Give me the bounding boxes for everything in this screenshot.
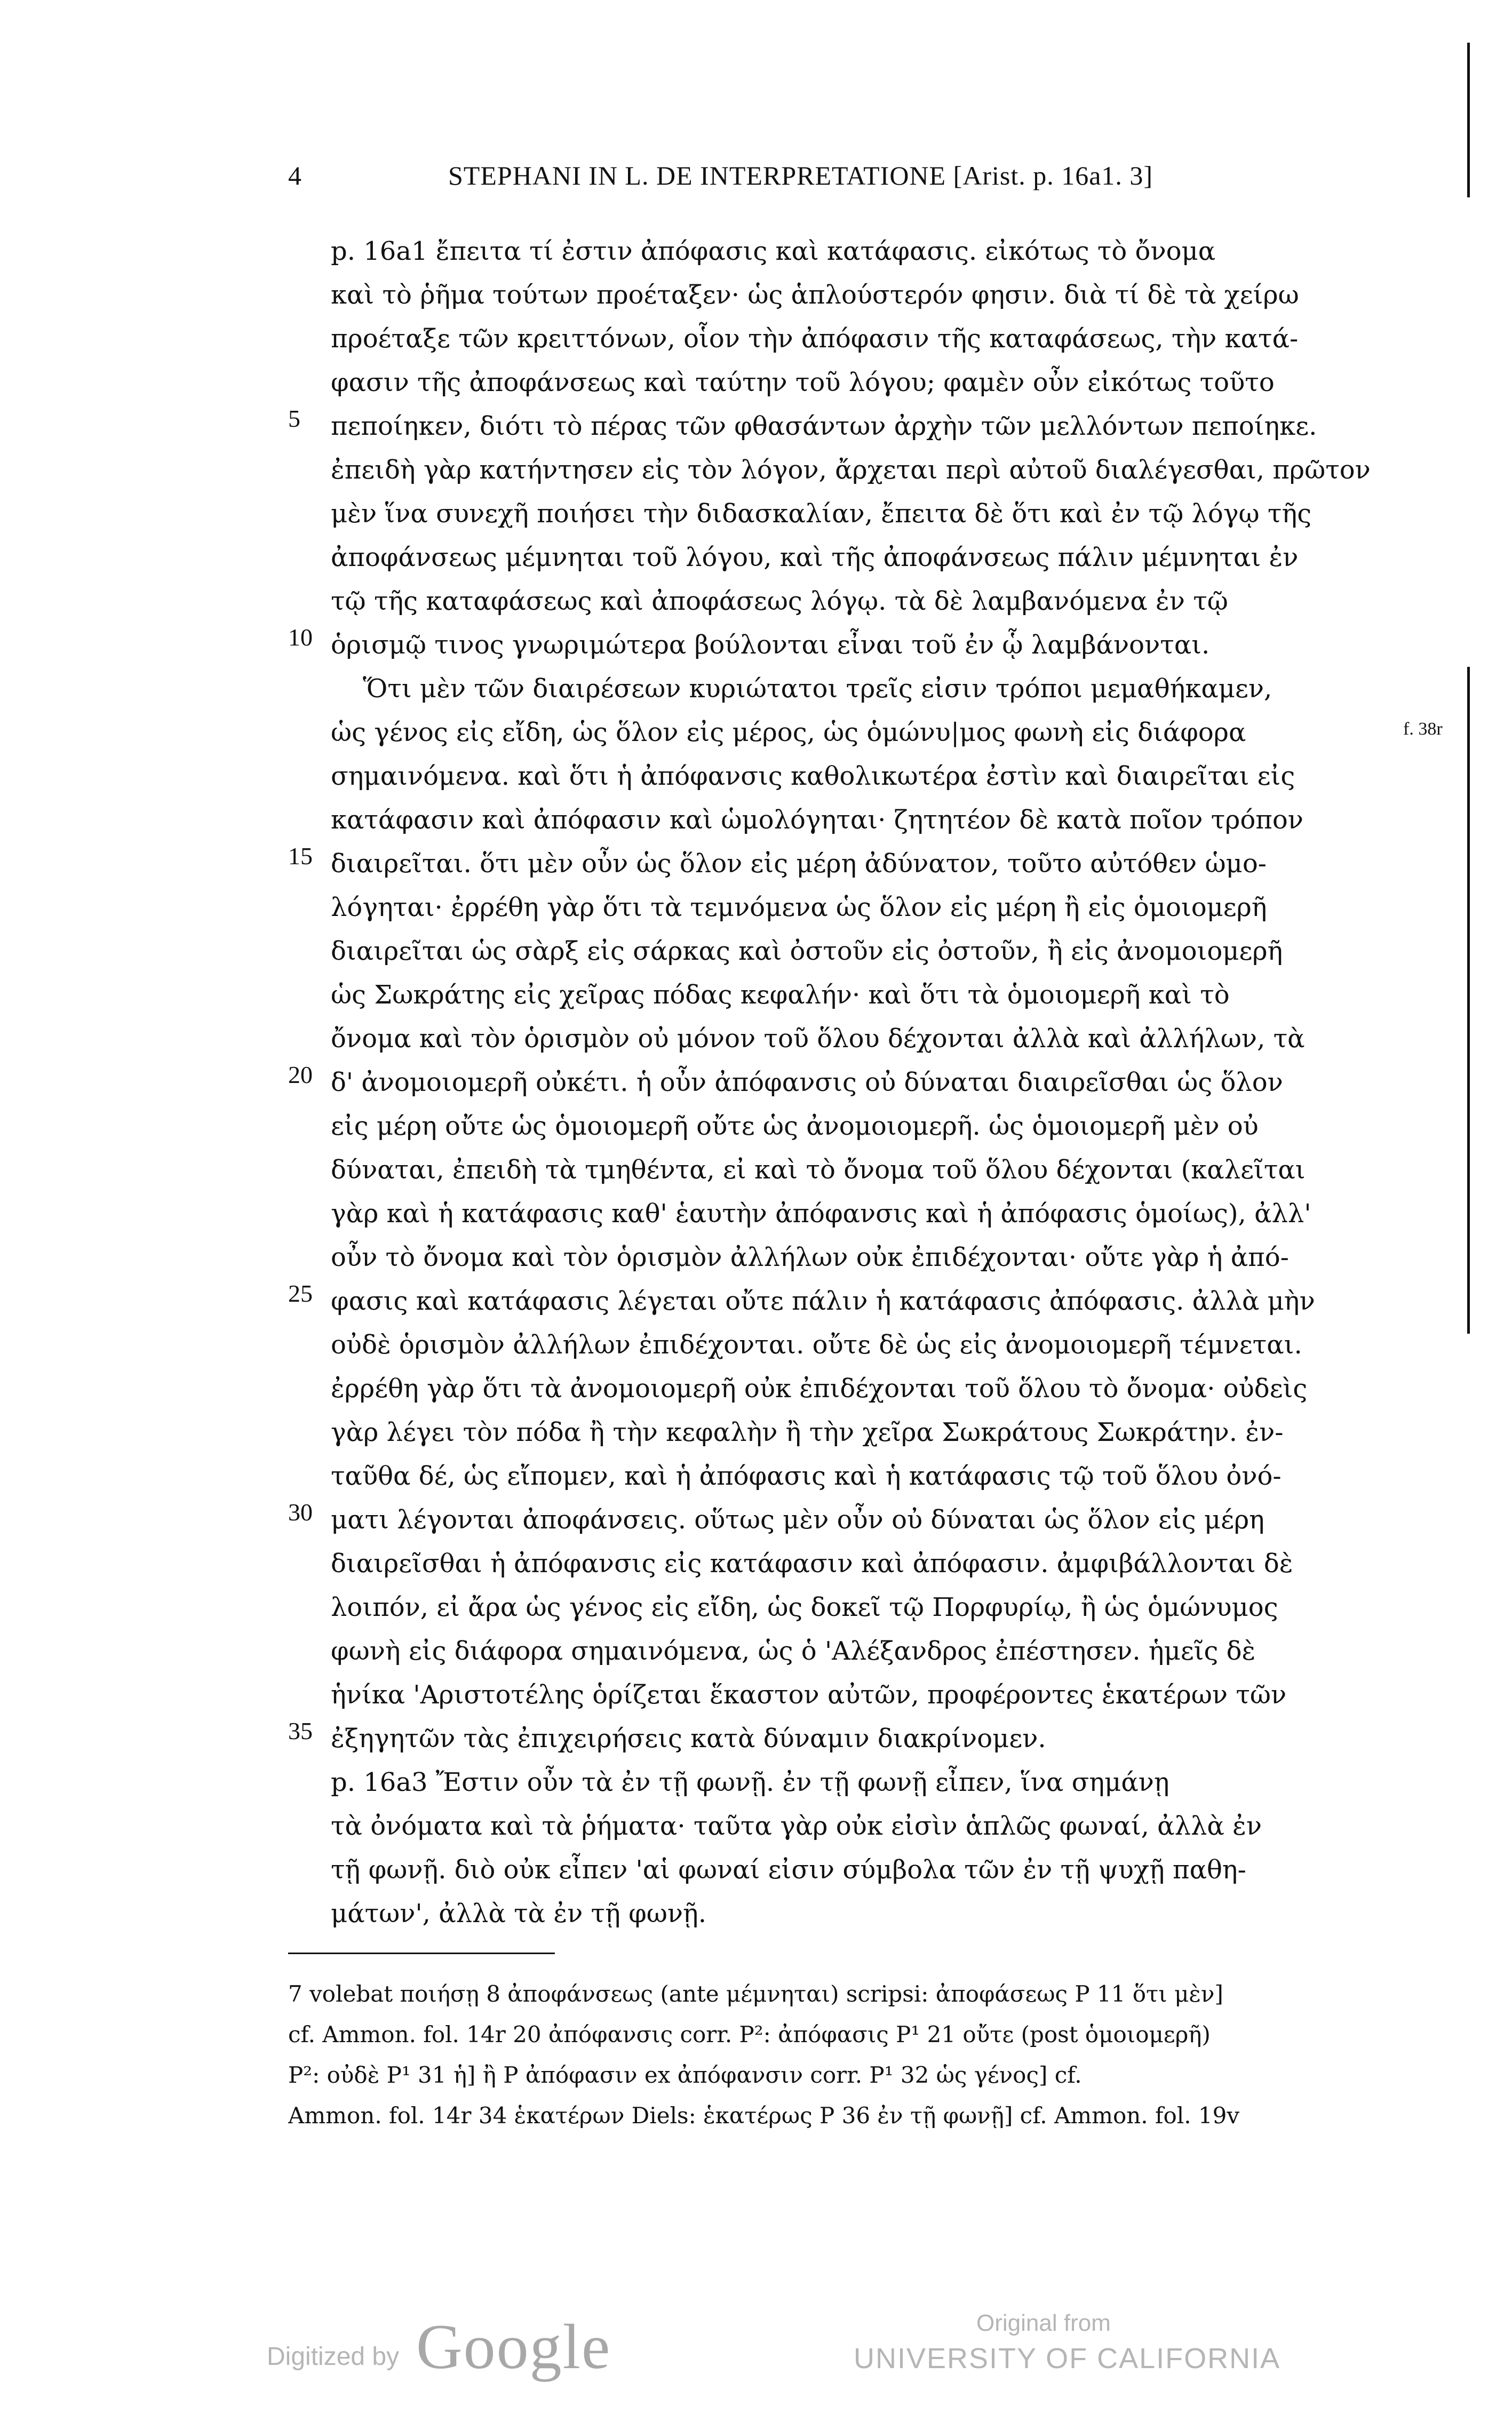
- text-line: [0, 579, 1512, 623]
- text-line: [0, 1717, 1512, 1760]
- line-text: μὲν ἵνα συνεχῆ ποιήσει τὴν διδασκαλίαν, ἔπειτα δὲ ὅτι καὶ ἐν τῷ λόγῳ τῆς: [331, 499, 1312, 529]
- text-line: [0, 448, 1512, 492]
- footnotes: [288, 1974, 1435, 2136]
- text-line: [0, 1367, 1512, 1411]
- line-number: 20: [288, 1061, 313, 1088]
- line-text: ὄνομα καὶ τὸν ὁρισμὸν οὐ μόνον τοῦ ὅλου δέχονται ἀλλὰ καὶ ἀλλήλων, τὰ: [331, 1024, 1305, 1054]
- line-number: 35: [288, 1717, 313, 1744]
- line-text: εἰς μέρη οὔτε ὡς ὁμοιομερῆ οὔτε ὡς ἀνομοιομερῆ. ὡς ὁμοιομερῆ μὲν οὐ: [331, 1111, 1259, 1141]
- line-number: 15: [288, 842, 313, 870]
- text-line: [0, 1673, 1512, 1717]
- text-line: [0, 667, 1512, 711]
- line-number: 30: [288, 1499, 313, 1526]
- line-text: ταῦθα δέ, ὡς εἴπομεν, καὶ ἡ ἀπόφασις καὶ ἡ κατάφασις τῷ τοῦ ὅλου ὀνό-: [331, 1461, 1282, 1491]
- line-text: γὰρ λέγει τὸν πόδα ἢ τὴν κεφαλὴν ἢ τὴν χεῖρα Σωκράτους Σωκράτην. ἐν-: [331, 1417, 1284, 1447]
- folio-margin-note: f. 38r: [1403, 719, 1443, 739]
- line-text: τῷ τῆς καταφάσεως καὶ ἀποφάσεως λόγῳ. τὰ δὲ λαμβανόμενα ἐν τῷ: [331, 586, 1228, 616]
- footnote-line: 7 volebat ποιήσῃ 8 ἀποφάνσεως (ante μέμνηται) scripsi: ἀποφάσεως P 11 ὅτι μὲν]: [288, 1981, 1223, 2007]
- line-text: γὰρ καὶ ἡ κατάφασις καθ' ἑαυτὴν ἀπόφανσις καὶ ἡ ἀπόφασις ὁμοίως), ἀλλ': [331, 1199, 1311, 1229]
- line-text: δύναται, ἐπειδὴ τὰ τμηθέντα, εἰ καὶ τὸ ὄνομα τοῦ ὅλου δέχονται (καλεῖται: [331, 1155, 1306, 1185]
- text-line: [0, 754, 1512, 798]
- line-text: ἐπειδὴ γὰρ κατήντησεν εἰς τὸν λόγον, ἄρχεται περὶ αὐτοῦ διαλέγεσθαι, πρῶτον: [331, 455, 1371, 485]
- line-text: ὡς γένος εἰς εἴδη, ὡς ὅλον εἰς μέρος, ὡς ὁμώνυ|μος φωνὴ εἰς διάφορα: [331, 718, 1246, 747]
- line-text: σημαινόμενα. καὶ ὅτι ἡ ἀπόφανσις καθολικωτέρα ἐστὶν καὶ διαιρεῖται εἰς: [331, 761, 1295, 791]
- line-text: ἐξηγητῶν τὰς ἐπιχειρήσεις κατὰ δύναμιν διακρίνομεν.: [331, 1724, 1046, 1754]
- line-text: p. 16a3 Ἔστιν οὖν τὰ ἐν τῇ φωνῇ. ἐν τῇ φωνῇ εἶπεν, ἵνα σημάνῃ: [331, 1767, 1169, 1797]
- footnote-rule: [288, 1953, 555, 1954]
- line-text: φωνὴ εἰς διάφορα σημαινόμενα, ὡς ὁ 'Αλέξανδρος ἐπέστησεν. ἡμεῖς δὲ: [331, 1636, 1256, 1666]
- text-line: [0, 929, 1512, 973]
- text-line: [0, 623, 1512, 667]
- line-text: φασιν τῆς ἀποφάνσεως καὶ ταύτην τοῦ λόγου; φαμὲν οὖν εἰκότως τοῦτο: [331, 368, 1275, 397]
- text-line: [0, 1017, 1512, 1061]
- text-line: [0, 1411, 1512, 1454]
- digitized-by-label: Digitized by: [267, 2343, 400, 2371]
- line-text: ματι λέγονται ἀποφάνσεις. οὕτως μὲν οὖν οὐ δύναται ὡς ὅλον εἰς μέρη: [331, 1505, 1264, 1535]
- digitization-watermark: [0, 2299, 1512, 2406]
- line-text: Ὅτι μὲν τῶν διαιρέσεων κυριώτατοι τρεῖς εἰσιν τρόποι μεμαθήκαμεν,: [363, 674, 1272, 704]
- text-line: [0, 1892, 1512, 1935]
- text-line: [0, 361, 1512, 404]
- text-line: [0, 1148, 1512, 1192]
- text-line: [0, 886, 1512, 929]
- text-line: [0, 1848, 1512, 1892]
- line-number: 25: [288, 1280, 313, 1307]
- line-text: p. 16a1 ἔπειτα τί ἐστιν ἀπόφασις καὶ κατάφασις. εἰκότως τὸ ὄνομα: [331, 236, 1216, 266]
- line-text: φασις καὶ κατάφασις λέγεται οὔτε πάλιν ἡ κατάφασις ἀπόφασις. ἀλλὰ μὴν: [331, 1286, 1315, 1316]
- text-line: [0, 1804, 1512, 1848]
- line-text: προέταξε τῶν κρειττόνων, οἷον τὴν ἀπόφασιν τῆς καταφάσεως, τὴν κατά-: [331, 324, 1299, 354]
- line-number: 10: [288, 624, 313, 651]
- text-line: [0, 273, 1512, 317]
- line-text: οὖν τὸ ὄνομα καὶ τὸν ὁρισμὸν ἀλλήλων οὐκ ἐπιδέχονται· οὔτε γὰρ ἡ ἀπό-: [331, 1242, 1289, 1272]
- running-head: [0, 160, 1512, 208]
- text-line: [0, 1542, 1512, 1586]
- line-text: διαιρεῖται ὡς σὰρξ εἰς σάρκας καὶ ὀστοῦν εἰς ὀστοῦν, ἢ εἰς ἀνομοιομερῆ: [331, 936, 1283, 966]
- text-line: [0, 1498, 1512, 1542]
- text-line: [0, 973, 1512, 1017]
- text-line: [0, 1760, 1512, 1804]
- text-line: [0, 1629, 1512, 1673]
- text-line: [0, 1323, 1512, 1367]
- line-text: διαιρεῖται. ὅτι μὲν οὖν ὡς ὅλον εἰς μέρη ἀδύνατον, τοῦτο αὐτόθεν ὡμο-: [331, 849, 1267, 879]
- line-text: οὐδὲ ὁρισμὸν ἀλλήλων ἐπιδέχονται. οὔτε δὲ ὡς εἰς ἀνομοιομερῆ τέμνεται.: [331, 1330, 1302, 1360]
- footnote-line: P²: οὐδὲ P¹ 31 ἡ] ἢ P ἀπόφασιν ex ἀπόφανσιν corr. P¹ 32 ὡς γένος] cf.: [288, 2062, 1082, 2088]
- original-from-label: Original from: [976, 2310, 1111, 2336]
- line-text: καὶ τὸ ῥῆμα τούτων προέταξεν· ὡς ἁπλούστερόν φησιν. διὰ τί δὲ τὰ χείρω: [331, 280, 1299, 310]
- text-line: [0, 1454, 1512, 1498]
- line-text: ὁρισμῷ τινος γνωριμώτερα βούλονται εἶναι τοῦ ἐν ᾧ λαμβάνονται.: [331, 630, 1210, 660]
- text-line: [0, 1104, 1512, 1148]
- line-text: ὡς Σωκράτης εἰς χεῖρας πόδας κεφαλήν· καὶ ὅτι τὰ ὁμοιομερῆ καὶ τὸ: [331, 980, 1230, 1010]
- line-text: μάτων', ἀλλὰ τὰ ἐν τῇ φωνῇ.: [331, 1899, 707, 1929]
- text-line: [0, 798, 1512, 842]
- text-line: [0, 1192, 1512, 1236]
- footnote-line: cf. Ammon. fol. 14r 20 ἀπόφανσις corr. P²: ἀπόφασις P¹ 21 οὔτε (post ὁμοιομερῆ): [288, 2021, 1211, 2047]
- line-text: λοιπόν, εἰ ἄρα ὡς γένος εἰς εἴδη, ὡς δοκεῖ τῷ Πορφυρίῳ, ἢ ὡς ὁμώνυμος: [331, 1592, 1278, 1622]
- line-text: διαιρεῖσθαι ἡ ἀπόφανσις εἰς κατάφασιν καὶ ἀπόφασιν. ἀμφιβάλλονται δὲ: [331, 1549, 1293, 1579]
- text-line: [0, 1061, 1512, 1104]
- line-text: τῇ φωνῇ. διὸ οὐκ εἶπεν 'αἱ φωναί εἰσιν σύμβολα τῶν ἐν τῇ ψυχῇ παθη-: [331, 1855, 1246, 1885]
- page-number: 4: [288, 161, 301, 190]
- line-text: κατάφασιν καὶ ἀπόφασιν καὶ ὡμολόγηται· ζητητέον δὲ κατὰ ποῖον τρόπον: [331, 805, 1303, 835]
- text-line: [0, 1586, 1512, 1629]
- text-line: [0, 842, 1512, 886]
- line-text: ἐρρέθη γὰρ ὅτι τὰ ἀνομοιομερῆ οὐκ ἐπιδέχονται τοῦ ὅλου τὸ ὄνομα· οὐδεὶς: [331, 1374, 1308, 1404]
- text-line: [0, 229, 1512, 273]
- line-text: πεποίηκεν, διότι τὸ πέρας τῶν φθασάντων ἀρχὴν τῶν μελλόντων πεποίηκε.: [331, 411, 1317, 441]
- running-title: STEPHANI IN L. DE INTERPRETATIONE [Arist. p. 16a1. 3]: [448, 161, 1153, 190]
- line-text: λόγηται· ἐρρέθη γὰρ ὅτι τὰ τεμνόμενα ὡς ὅλον εἰς μέρη ἢ εἰς ὁμοιομερῆ: [331, 893, 1267, 922]
- text-line: [0, 1236, 1512, 1279]
- line-text: τὰ ὀνόματα καὶ τὰ ῥήματα· ταῦτα γὰρ οὐκ εἰσὶν ἁπλῶς φωναί, ἀλλὰ ἐν: [331, 1811, 1262, 1841]
- text-line: [0, 711, 1512, 754]
- line-text: ἡνίκα 'Αριστοτέλης ὁρίζεται ἕκαστον αὐτῶν, προφέροντες ἑκατέρων τῶν: [331, 1680, 1287, 1710]
- footnote-line: Ammon. fol. 14r 34 ἑκατέρων Diels: ἑκατέρως P 36 ἐν τῇ φωνῇ] cf. Ammon. fol. 19v: [288, 2102, 1240, 2129]
- line-number: 5: [288, 405, 300, 432]
- university-label: UNIVERSITY OF CALIFORNIA: [854, 2343, 1281, 2375]
- text-line: [0, 404, 1512, 448]
- line-text: ἀποφάνσεως μέμνηται τοῦ λόγου, καὶ τῆς ἀποφάνσεως πάλιν μέμνηται ἐν: [331, 543, 1299, 572]
- text-line: [0, 492, 1512, 536]
- text-line: [0, 536, 1512, 579]
- text-line: [0, 317, 1512, 361]
- text-line: [0, 1279, 1512, 1323]
- line-text: δ' ἀνομοιομερῆ οὐκέτι. ἡ οὖν ἀπόφανσις οὐ δύναται διαιρεῖσθαι ὡς ὅλον: [331, 1067, 1283, 1097]
- google-logo: Google: [416, 2311, 611, 2382]
